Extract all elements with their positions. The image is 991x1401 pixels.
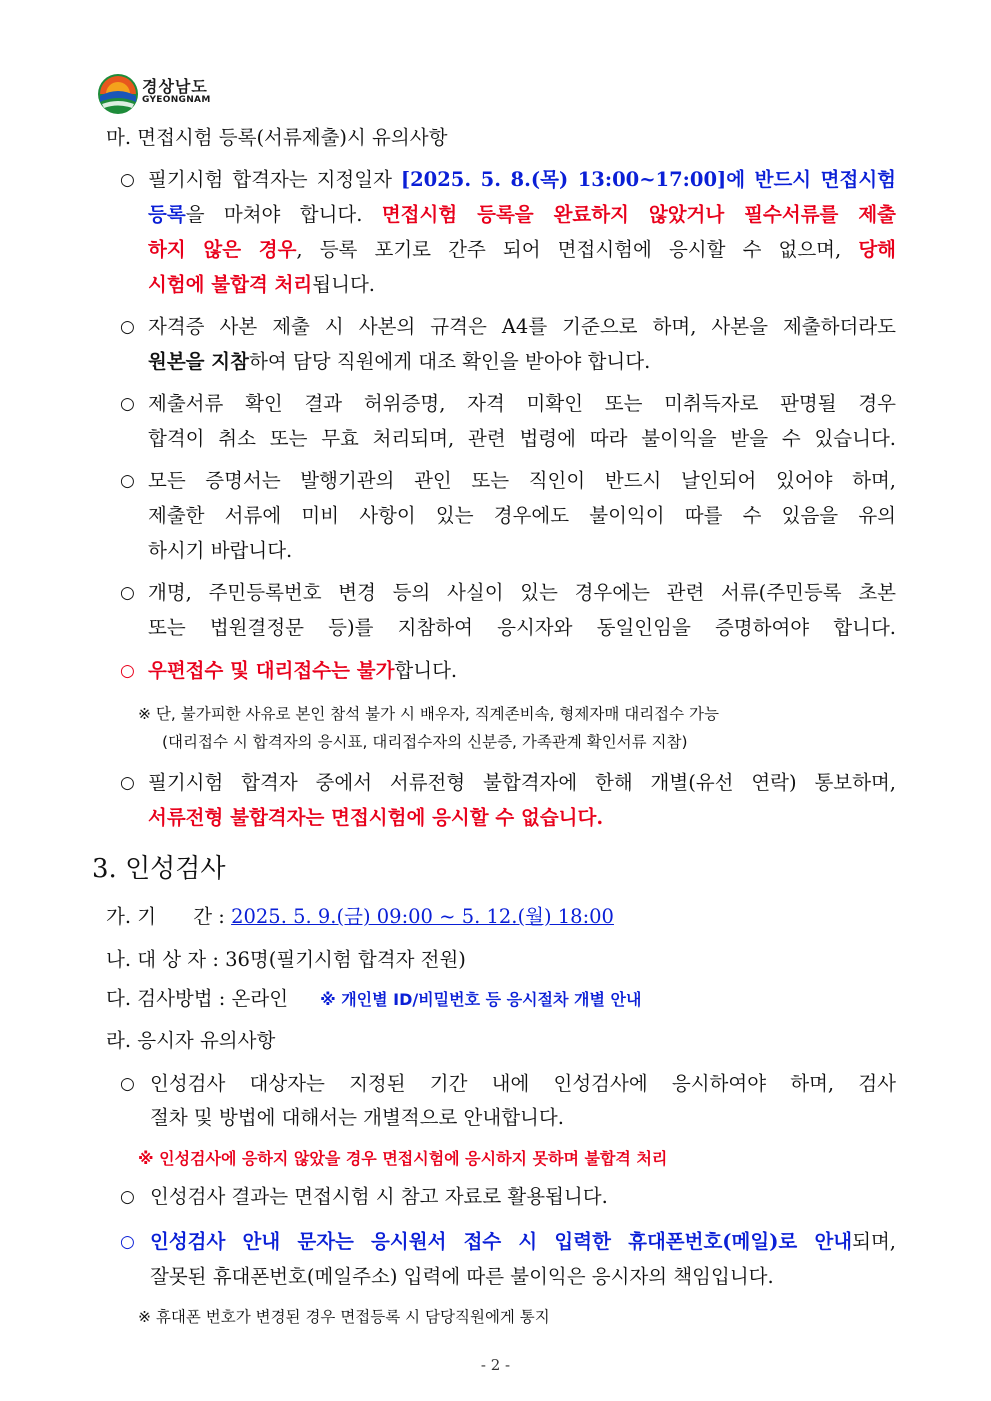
ma-b4-line2: 제출한 서류에 미비 사항이 있는 경우에도 불이익이 따를 수 있음을 유의 — [148, 504, 896, 527]
ma-b6-line: 우편접수 및 대리접수는 불가합니다. — [148, 659, 458, 682]
bullet-icon: ○ — [120, 583, 135, 603]
s3-c3-line2: 잘못된 휴대폰번호(메일주소) 입력에 따른 불이익은 응시자의 책임입니다. — [150, 1265, 774, 1288]
s3-note3: ※ 휴대폰 번호가 변경된 경우 면접등록 시 담당직원에게 통지 — [138, 1308, 550, 1326]
s3-period-value: 2025. 5. 9.(금) 09:00 ~ 5. 12.(월) 18:00 — [231, 905, 614, 928]
bullet-icon: ○ — [120, 1187, 135, 1207]
s3-ra-line: 라. 응시자 유의사항 — [106, 1029, 276, 1052]
logo-text-ko: 경상남도 — [142, 77, 208, 96]
ma-b1-line1: 필기시험 합격자는 지정일자 [2025. 5. 8.(목) 13:00~17:00]에 반드시 면접시험 — [148, 168, 896, 191]
bullet-icon: ○ — [120, 394, 135, 414]
ma-b1-line2: 등록을 마쳐야 합니다. 면접시험 등록을 완료하지 않았거나 필수서류를 제출 — [148, 203, 896, 226]
bullet-icon: ○ — [120, 661, 135, 681]
s3-c1-line2: 절차 및 방법에 대해서는 개별적으로 안내합니다. — [150, 1106, 564, 1129]
s3-ga-line: 가. 기 간 : 2025. 5. 9.(금) 09:00 ~ 5. 12.(월) 18:00 — [106, 905, 614, 928]
s3-c2-line: 인성검사 결과는 면접시험 시 참고 자료로 활용됩니다. — [150, 1185, 608, 1208]
ma-b5-line1: 개명, 주민등록번호 변경 등의 사실이 있는 경우에는 관련 서류(주민등록 초본 — [148, 581, 896, 604]
ma-note1-line1: ※ 단, 불가피한 사유로 본인 참석 불가 시 배우자, 직계존비속, 형제자매 대리접수 가능 — [138, 705, 720, 723]
ma-b4-line1: 모든 증명서는 발행기관의 관인 또는 직인이 반드시 날인되어 있어야 하며, — [148, 469, 896, 492]
ma-b3-line1: 제출서류 확인 결과 허위증명, 자격 미확인 또는 미취득자로 판명될 경우 — [148, 392, 896, 415]
s3-c3-line1: 인성검사 안내 문자는 응시원서 접수 시 입력한 휴대폰번호(메일)로 안내되며, — [150, 1230, 896, 1253]
s3-note2: ※ 인성검사에 응하지 않았을 경우 면접시험에 응시하지 못하며 불합격 처리 — [138, 1149, 668, 1168]
bullet-icon: ○ — [120, 317, 135, 337]
bullet-icon: ○ — [120, 1232, 135, 1252]
s3-da-line: 다. 검사방법 : 온라인 ※ 개인별 ID/비밀번호 등 응시절차 개별 안내 — [106, 987, 642, 1010]
section-ma-title: 마. 면접시험 등록(서류제출)시 유의사항 — [106, 126, 448, 149]
ma-b2-line1: 자격증 사본 제출 시 사본의 규격은 A4를 기준으로 하며, 사본을 제출하더라도 — [148, 315, 896, 338]
ma-b4-line3: 하시기 바랍니다. — [148, 539, 293, 562]
bullet-icon: ○ — [120, 1074, 135, 1094]
gyeongnam-emblem-icon — [96, 72, 140, 116]
section-3-title: 3. 인성검사 — [92, 854, 226, 884]
bullet-icon: ○ — [120, 170, 135, 190]
ma-b3-line2: 합격이 취소 또는 무효 처리되며, 관련 법령에 따라 불이익을 받을 수 있습니다. — [148, 427, 896, 450]
logo-text-en: GYEONGNAM — [142, 95, 211, 105]
bullet-icon: ○ — [120, 471, 135, 491]
ma-b1-line3: 하지 않은 경우, 등록 포기로 간주 되어 면접시험에 응시할 수 없으며, 당해 — [148, 238, 897, 261]
bullet-icon: ○ — [120, 773, 135, 793]
s3-c1-line1: 인성검사 대상자는 지정된 기간 내에 인성검사에 응시하여야 하며, 검사 — [150, 1072, 896, 1095]
ma-b1-line4: 시험에 불합격 처리됩니다. — [148, 273, 375, 296]
ma-b7-line2: 서류전형 불합격자는 면접시험에 응시할 수 없습니다. — [148, 806, 604, 829]
ma-b7-line1: 필기시험 합격자 중에서 서류전형 불합격자에 한해 개별(유선 연락) 통보하며, — [148, 771, 896, 794]
ma-note1-line2: (대리접수 시 합격자의 응시표, 대리접수자의 신분증, 가족관계 확인서류 지참) — [162, 733, 688, 751]
ma-b5-line2: 또는 법원결정문 등)를 지참하여 응시자와 동일인임을 증명하여야 합니다. — [148, 616, 896, 639]
page-number: - 2 - — [480, 1356, 511, 1374]
s3-na-line: 나. 대 상 자 : 36명(필기시험 합격자 전원) — [106, 948, 466, 971]
gyeongnam-logo — [96, 68, 236, 120]
ma-b2-line2: 원본을 지참하여 담당 직원에게 대조 확인을 받아야 합니다. — [148, 350, 651, 373]
